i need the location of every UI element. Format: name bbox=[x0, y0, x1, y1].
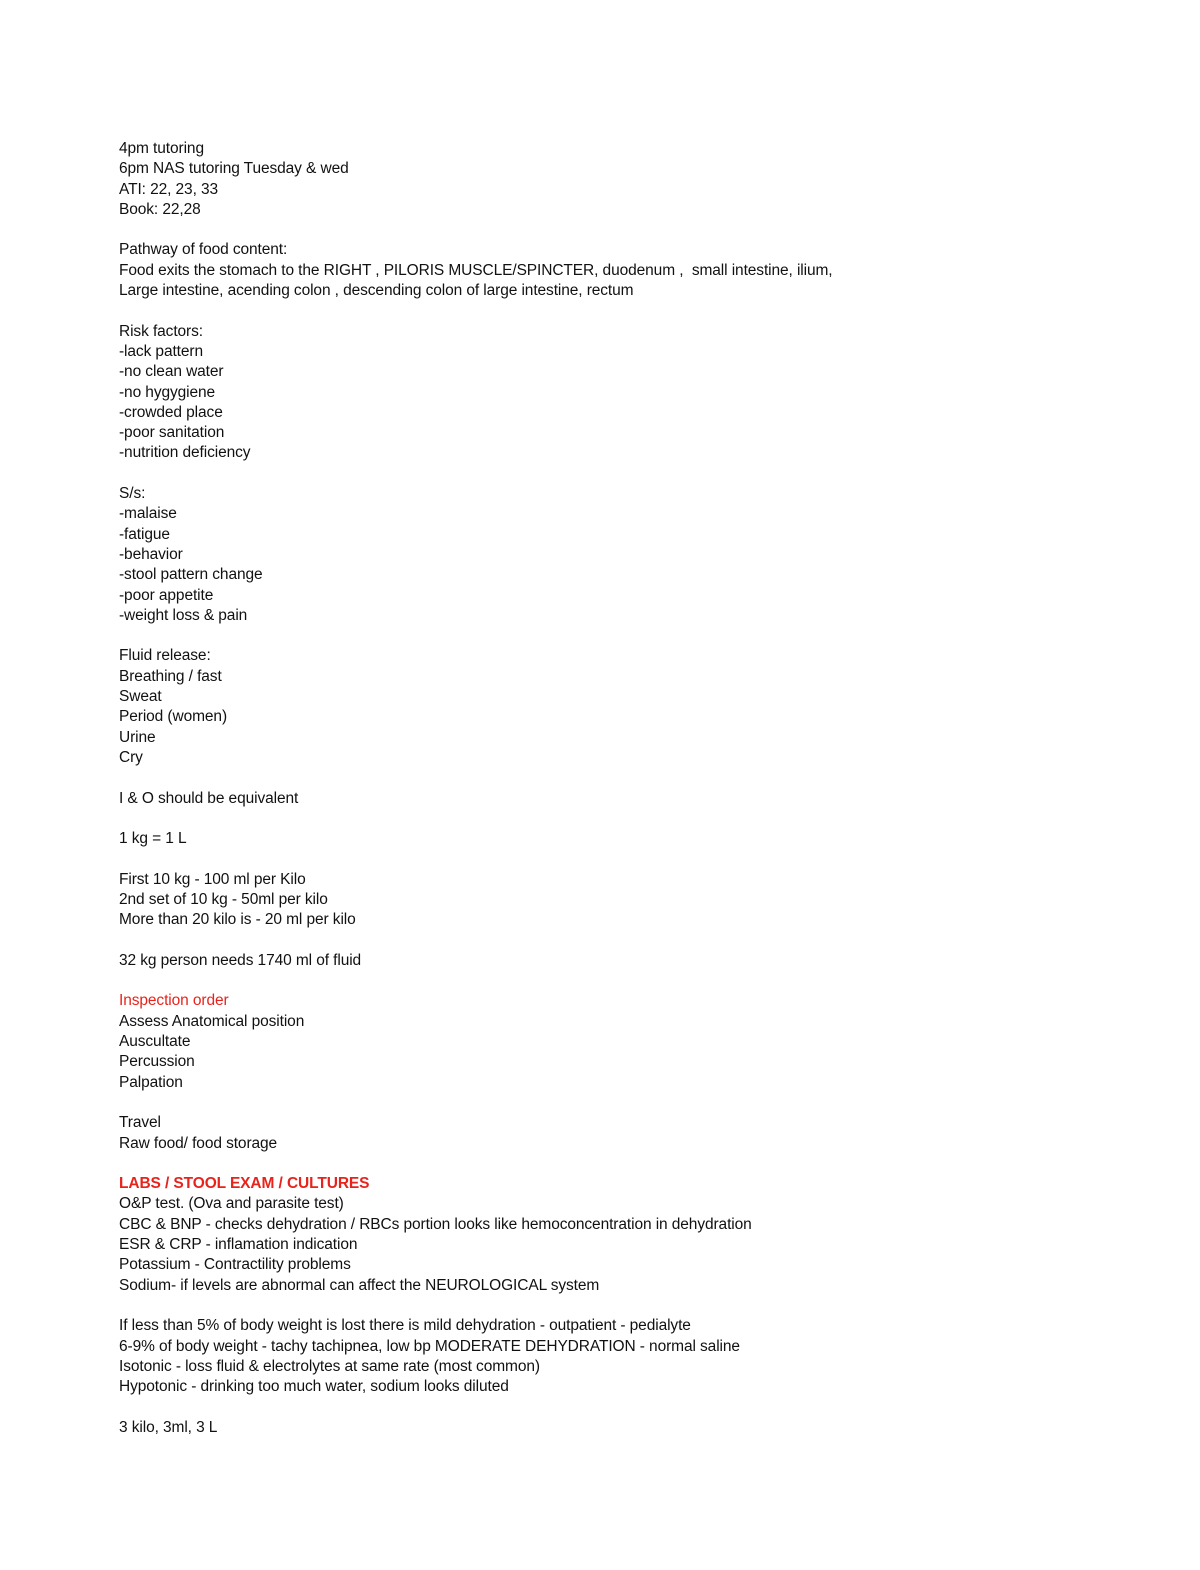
list-item: -poor sanitation bbox=[119, 424, 225, 442]
spacer bbox=[119, 464, 1139, 484]
spacer bbox=[119, 301, 1139, 321]
list-item: Assess Anatomical position bbox=[119, 1012, 305, 1030]
list-item: Breathing / fast bbox=[119, 667, 222, 685]
list-item: Sodium- if levels are abnormal can affect the NEUROLOGICAL system bbox=[119, 1276, 600, 1294]
list-item: Cry bbox=[119, 748, 143, 766]
schedule-line: Book: 22,28 bbox=[119, 200, 201, 218]
pathway-line: Food exits the stomach to the RIGHT , PILORIS MUSCLE/SPINCTER, duodenum , small intestine, ilium, bbox=[119, 261, 833, 279]
list-item: Potassium - Contractility problems bbox=[119, 1256, 351, 1274]
spacer bbox=[119, 768, 1139, 788]
list-item: -fatigue bbox=[119, 525, 170, 543]
travel-line: Raw food/ food storage bbox=[119, 1134, 278, 1152]
inspection-heading: Inspection order bbox=[119, 992, 229, 1010]
fluid-rule: 2nd set of 10 kg - 50ml per kilo bbox=[119, 890, 328, 908]
spacer bbox=[119, 626, 1139, 646]
example-note: 32 kg person needs 1740 ml of fluid bbox=[119, 951, 362, 969]
spacer bbox=[119, 809, 1139, 829]
list-item: -crowded place bbox=[119, 403, 223, 421]
schedule-block bbox=[119, 139, 1139, 220]
pathway-block bbox=[119, 240, 1139, 301]
dehydration-line: If less than 5% of body weight is lost there is mild dehydration - outpatient - pedialyte bbox=[119, 1317, 691, 1335]
labs-block bbox=[119, 1174, 1139, 1296]
dehydration-line: 6-9% of body weight - tachy tachipnea, low bp MODERATE DEHYDRATION - normal saline bbox=[119, 1337, 740, 1355]
list-item: CBC & BNP - checks dehydration / RBCs portion looks like hemoconcentration in dehydration bbox=[119, 1215, 752, 1233]
list-item: Percussion bbox=[119, 1053, 195, 1071]
spacer bbox=[119, 1154, 1139, 1174]
list-item: O&P test. (Ova and parasite test) bbox=[119, 1195, 344, 1213]
list-item: Urine bbox=[119, 728, 156, 746]
dehydration-block bbox=[119, 1316, 1139, 1397]
pathway-heading: Pathway of food content: bbox=[119, 241, 288, 259]
list-item: -poor appetite bbox=[119, 586, 214, 604]
list-item: -lack pattern bbox=[119, 342, 203, 360]
pathway-line: Large intestine, acending colon , descending colon of large intestine, rectum bbox=[119, 282, 634, 300]
list-item: -nutrition deficiency bbox=[119, 444, 251, 462]
io-note: I & O should be equivalent bbox=[119, 789, 299, 807]
fluid-rule: More than 20 kilo is - 20 ml per kilo bbox=[119, 911, 356, 929]
labs-heading: LABS / STOOL EXAM / CULTURES bbox=[119, 1175, 370, 1193]
inspection-block bbox=[119, 991, 1139, 1092]
dehydration-line: Hypotonic - drinking too much water, sodium looks diluted bbox=[119, 1378, 509, 1396]
spacer bbox=[119, 931, 1139, 951]
list-item: -stool pattern change bbox=[119, 566, 263, 584]
travel-line: Travel bbox=[119, 1114, 161, 1132]
fluid-release-block bbox=[119, 646, 1139, 768]
list-item: Auscultate bbox=[119, 1033, 191, 1051]
spacer bbox=[119, 220, 1139, 240]
list-item: Sweat bbox=[119, 688, 162, 706]
spacer bbox=[119, 849, 1139, 869]
list-item: Palpation bbox=[119, 1073, 183, 1091]
list-item: -malaise bbox=[119, 505, 177, 523]
signs-symptoms-block bbox=[119, 484, 1139, 626]
kg-note: 1 kg = 1 L bbox=[119, 830, 187, 848]
dehydration-line: Isotonic - loss fluid & electrolytes at same rate (most common) bbox=[119, 1357, 540, 1375]
signs-symptoms-heading: S/s: bbox=[119, 485, 146, 503]
list-item: ESR & CRP - inflamation indication bbox=[119, 1236, 358, 1254]
list-item: -no clean water bbox=[119, 363, 224, 381]
spacer bbox=[119, 1296, 1139, 1316]
final-note: 3 kilo, 3ml, 3 L bbox=[119, 1418, 218, 1436]
schedule-line: ATI: 22, 23, 33 bbox=[119, 180, 219, 198]
schedule-line: 6pm NAS tutoring Tuesday & wed bbox=[119, 160, 349, 178]
spacer bbox=[119, 1093, 1139, 1113]
travel-block bbox=[119, 1113, 1139, 1154]
notes-body bbox=[119, 139, 1139, 1438]
list-item: Period (women) bbox=[119, 708, 228, 726]
schedule-line: 4pm tutoring bbox=[119, 140, 204, 157]
fluid-release-heading: Fluid release: bbox=[119, 647, 211, 665]
list-item: -behavior bbox=[119, 545, 183, 563]
fluid-rule: First 10 kg - 100 ml per Kilo bbox=[119, 870, 306, 888]
fluid-rules-block bbox=[119, 870, 1139, 931]
spacer bbox=[119, 971, 1139, 991]
risk-factors-block bbox=[119, 322, 1139, 464]
risk-factors-heading: Risk factors: bbox=[119, 322, 203, 340]
list-item: -no hygygiene bbox=[119, 383, 216, 401]
spacer bbox=[119, 1397, 1139, 1417]
list-item: -weight loss & pain bbox=[119, 606, 248, 624]
